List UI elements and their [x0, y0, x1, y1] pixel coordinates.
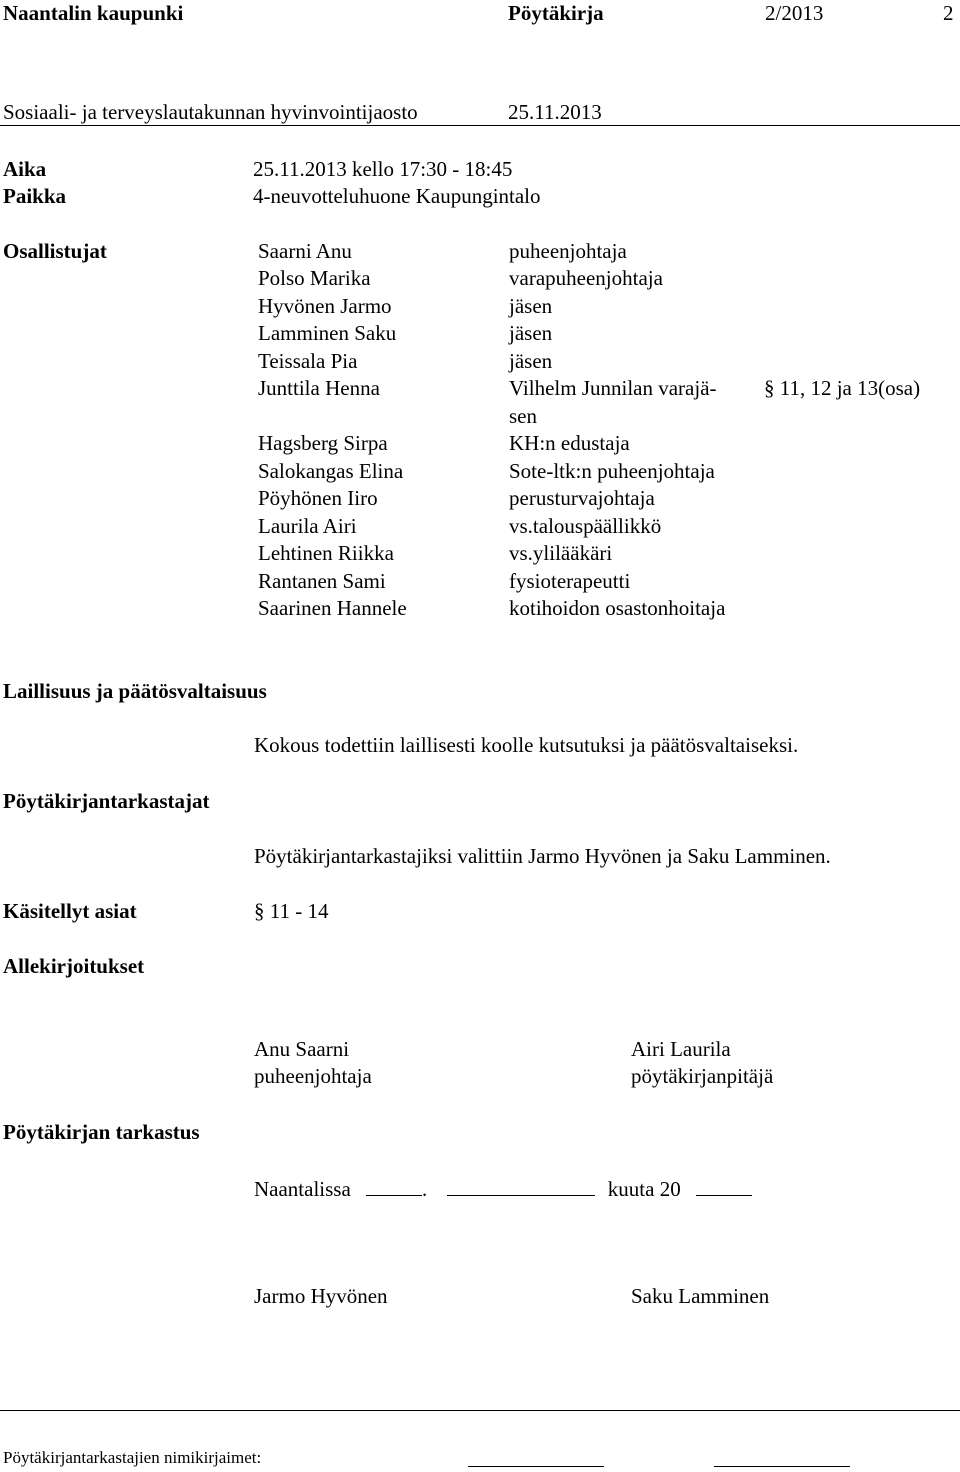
header-divider — [0, 125, 960, 126]
signer-left-role: puheenjohtaja — [254, 1064, 372, 1088]
participant-role: varapuheenjohtaja — [509, 266, 663, 290]
participant-name: Hagsberg Sirpa — [258, 431, 388, 455]
participant-name: Saarinen Hannele — [258, 596, 407, 620]
footer-divider — [0, 1410, 960, 1411]
initials-line-1 — [468, 1466, 604, 1467]
review-dot: . — [422, 1177, 428, 1201]
year-blank — [696, 1177, 752, 1196]
participant-name: Junttila Henna — [258, 376, 380, 400]
signer-right-role: pöytäkirjanpitäjä — [631, 1064, 774, 1088]
participant-name: Saarni Anu — [258, 239, 352, 263]
reviewer-right-name: Saku Lamminen — [631, 1284, 770, 1308]
participant-name: Laurila Airi — [258, 514, 357, 538]
body-name: Sosiaali- ja terveyslautakunnan hyvinvointijaosto — [3, 100, 418, 124]
review-month-text: kuuta 20 — [607, 1177, 681, 1201]
participant-name: Polso Marika — [258, 266, 371, 290]
participant-role: jäsen — [509, 321, 553, 345]
participant-role: vs.talouspäällikkö — [509, 514, 662, 538]
time-value: 25.11.2013 kello 17:30 - 18:45 — [253, 157, 513, 181]
doc-type: Pöytäkirja — [508, 1, 604, 25]
participant-name: Teissala Pia — [258, 349, 358, 373]
participant-name: Pöyhönen Iiro — [258, 486, 378, 510]
participant-name: Hyvönen Jarmo — [258, 294, 392, 318]
participant-name: Rantanen Sami — [258, 569, 386, 593]
participant-role: Sote-ltk:n puheenjohtaja — [509, 459, 715, 483]
initials-label: Pöytäkirjantarkastajien nimikirjaimet: — [3, 1448, 262, 1467]
participant-role: puheenjohtaja — [509, 239, 627, 263]
place-label: Paikka — [3, 184, 67, 208]
participant-role: jäsen — [509, 349, 553, 373]
legality-text: Kokous todettiin laillisesti koolle kutsutuksi ja päätösvaltaiseksi. — [254, 733, 799, 757]
items-label: Käsitellyt asiat — [3, 899, 137, 923]
header-date: 25.11.2013 — [508, 100, 602, 124]
month-blank — [447, 1177, 595, 1196]
legality-label: Laillisuus ja päätösvaltaisuus — [3, 679, 267, 703]
participant-role: kotihoidon osastonhoitaja — [509, 596, 726, 620]
signer-left-name: Anu Saarni — [254, 1037, 350, 1061]
participant-role: perusturvajohtaja — [509, 486, 655, 510]
page-number: 2 — [943, 1, 954, 25]
review-place-line — [254, 1177, 752, 1200]
participant-role-continued: sen — [509, 404, 537, 428]
day-blank — [366, 1177, 422, 1196]
doc-number: 2/2013 — [765, 1, 824, 25]
participant-role: jäsen — [509, 294, 553, 318]
time-label: Aika — [3, 157, 47, 181]
review-label: Pöytäkirjan tarkastus — [3, 1120, 200, 1144]
participant-role: fysioterapeutti — [509, 569, 631, 593]
reviewer-left-name: Jarmo Hyvönen — [254, 1284, 388, 1308]
participant-name: Salokangas Elina — [258, 459, 404, 483]
items-value: § 11 - 14 — [254, 899, 329, 923]
signer-right-name: Airi Laurila — [631, 1037, 731, 1061]
participant-role: KH:n edustaja — [509, 431, 630, 455]
place-value: 4-neuvotteluhuone Kaupungintalo — [253, 184, 541, 208]
participant-role: vs.ylilääkäri — [509, 541, 613, 565]
participant-note: § 11, 12 ja 13(osa) — [764, 376, 921, 400]
reviewers-text: Pöytäkirjantarkastajiksi valittiin Jarmo Hyvönen ja Saku Lamminen. — [254, 844, 831, 868]
review-place: Naantalissa — [254, 1177, 351, 1201]
org-name: Naantalin kaupunki — [3, 1, 184, 25]
signatures-label: Allekirjoitukset — [3, 954, 145, 978]
participants-label: Osallistujat — [3, 239, 107, 263]
initials-line-2 — [714, 1466, 850, 1467]
participant-name: Lehtinen Riikka — [258, 541, 394, 565]
participant-role: Vilhelm Junnilan varajä- — [509, 376, 717, 400]
participant-name: Lamminen Saku — [258, 321, 397, 345]
reviewers-label: Pöytäkirjantarkastajat — [3, 789, 210, 813]
